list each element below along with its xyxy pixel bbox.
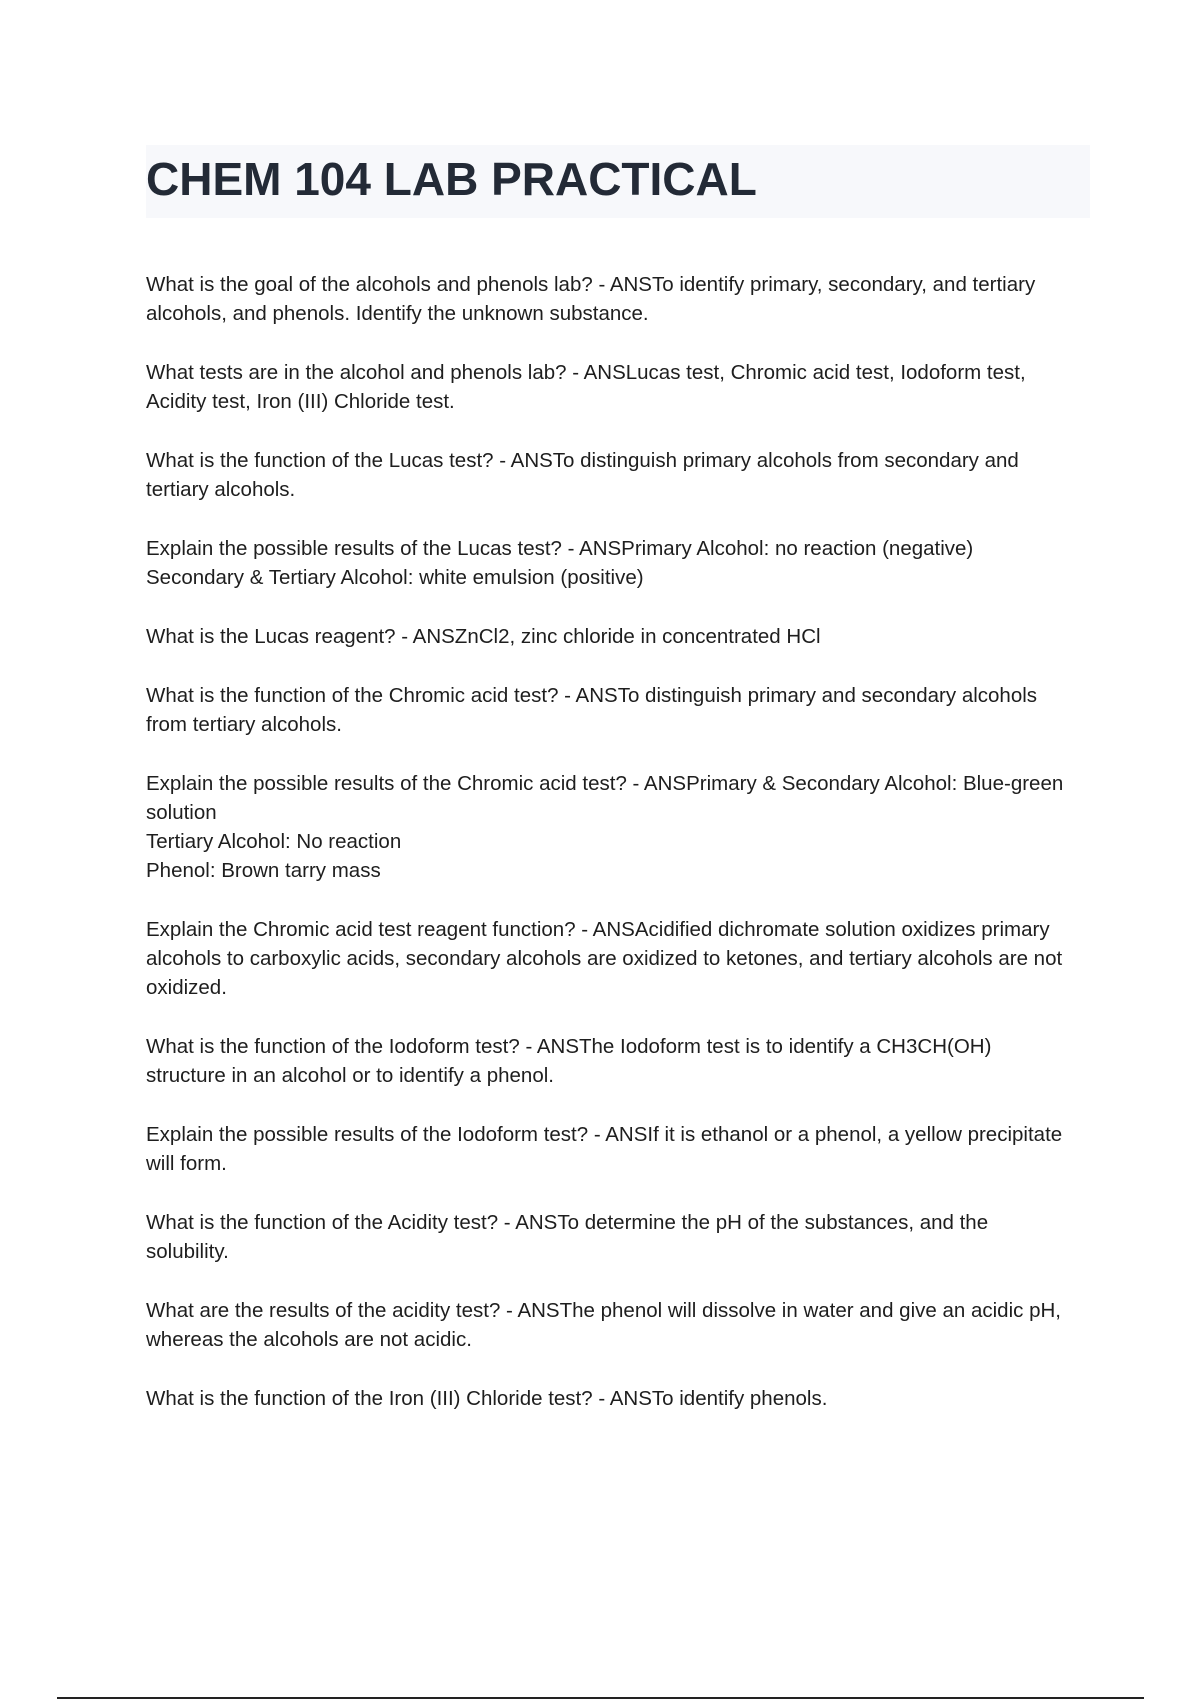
qa-item: What is the function of the Acidity test? - ANSTo determine the pH of the substances, and the solubility. xyxy=(146,1211,989,1263)
qa-item: What is the function of the Iron (III) Chloride test? - ANSTo identify phenols. xyxy=(146,1387,828,1410)
qa-item: What are the results of the acidity test? - ANSThe phenol will dissolve in water and give an acidic pH, whereas the alcohols are not acidic. xyxy=(146,1299,1061,1351)
page-bottom-divider xyxy=(57,1697,1144,1699)
qa-item: What tests are in the alcohol and phenols lab? - ANSLucas test, Chromic acid test, Iodoform test, Acidity test, Iron (III) Chloride test. xyxy=(146,361,1026,413)
qa-list xyxy=(146,270,1076,1443)
qa-item: What is the Lucas reagent? - ANSZnCl2, zinc chloride in concentrated HCl xyxy=(146,625,821,648)
qa-item: Explain the possible results of the Lucas test? - ANSPrimary Alcohol: no reaction (negative) Secondary & Tertiary Alcohol: white emulsion (positive) xyxy=(146,537,974,589)
qa-item: Explain the possible results of the Chromic acid test? - ANSPrimary & Secondary Alcohol: Blue-green solution Tertiary Alcohol: No reaction Phenol: Brown tarry mass xyxy=(146,772,1064,882)
qa-item: Explain the Chromic acid test reagent function? - ANSAcidified dichromate solution oxidizes primary alcohols to carboxylic acids, secondary alcohols are oxidized to ketones, and tertiary alcohols are not oxidized. xyxy=(146,918,1063,999)
qa-item: What is the function of the Chromic acid test? - ANSTo distinguish primary and secondary alcohols from tertiary alcohols. xyxy=(146,684,1038,736)
qa-item: What is the goal of the alcohols and phenols lab? - ANSTo identify primary, secondary, and tertiary alcohols, and phenols. Identify the unknown substance. xyxy=(146,273,1036,325)
title-banner xyxy=(146,145,1090,218)
page-title: CHEM 104 LAB PRACTICAL xyxy=(146,153,757,205)
qa-item: What is the function of the Lucas test? - ANSTo distinguish primary alcohols from secondary and tertiary alcohols. xyxy=(146,449,1019,501)
qa-item: What is the function of the Iodoform test? - ANSThe Iodoform test is to identify a CH3CH(OH) structure in an alcohol or to identify a phenol. xyxy=(146,1035,992,1087)
qa-item: Explain the possible results of the Iodoform test? - ANSIf it is ethanol or a phenol, a yellow precipitate will form. xyxy=(146,1123,1063,1175)
